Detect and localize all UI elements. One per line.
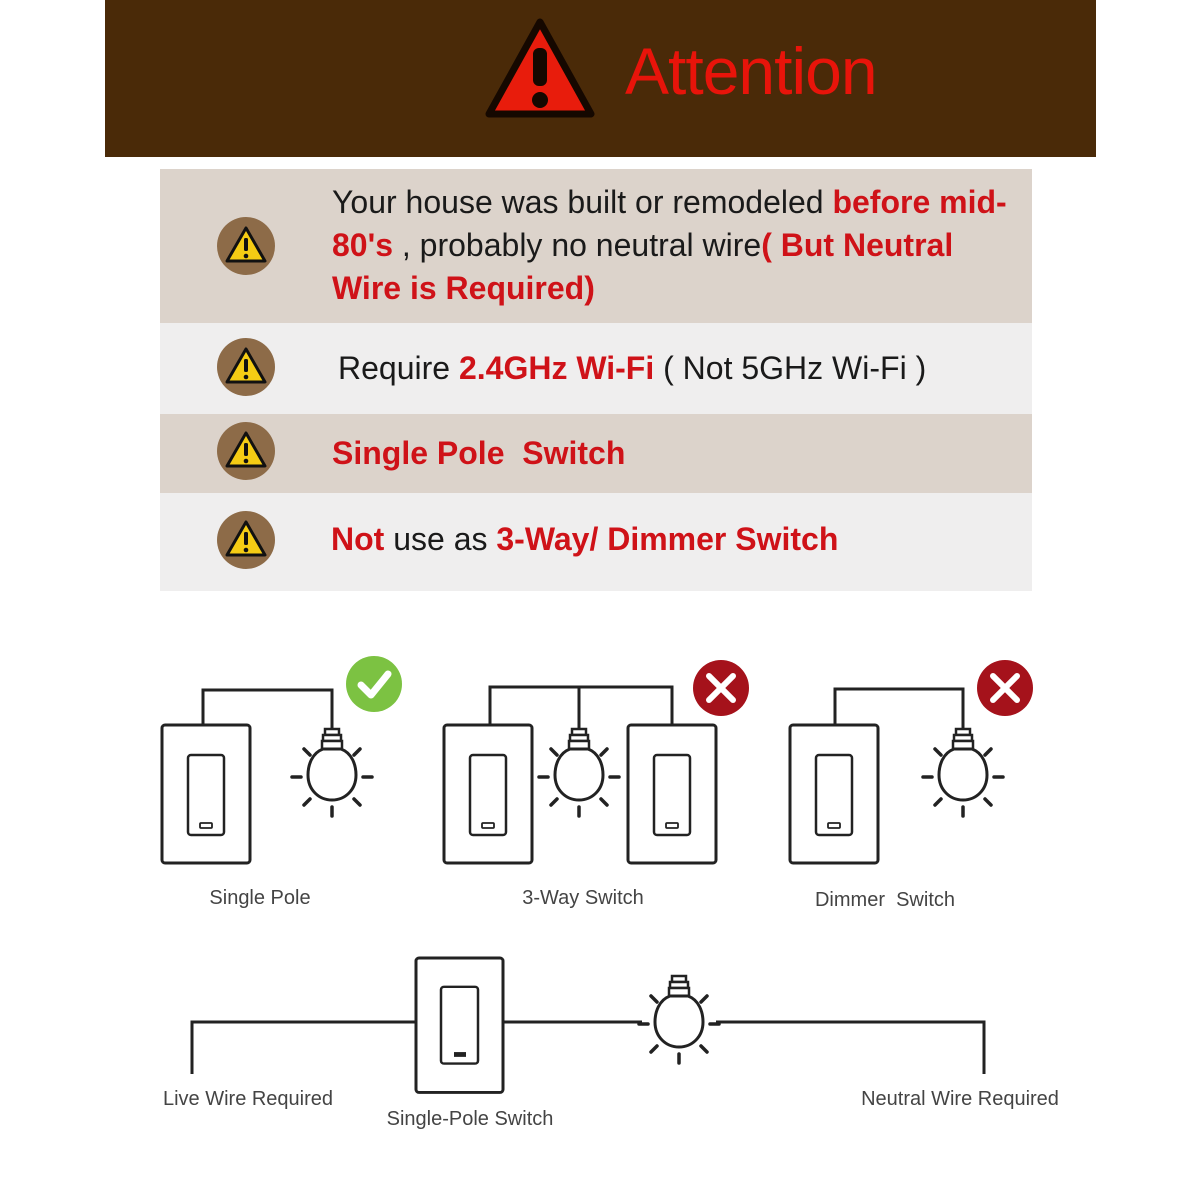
light-bulb-icon [539,729,619,816]
check-icon [346,656,402,712]
live-wire-label: Live Wire Required [162,1088,334,1110]
page-title: Attention [625,34,877,108]
notice-not-3way-text: Not use as 3-Way/ Dimmer Switch [331,521,839,557]
dimmer-caption: Dimmer Switch [814,889,956,911]
neutral-wire-label: Neutral Wire Required [861,1088,1059,1110]
three-way-caption: 3-Way Switch [522,887,644,909]
single-pole-wiring-diagram [192,958,984,1092]
notice-wifi-text: Require 2.4GHz Wi-Fi ( Not 5GHz Wi-Fi ) [338,350,927,386]
single-pole-caption: Single Pole [209,887,311,909]
light-bulb-icon [292,729,372,816]
single-pole-diagram [162,656,402,863]
wall-switch-icon [416,958,503,1092]
notice-single-pole-text: Single Pole Switch [332,435,626,471]
wall-switch-icon [628,725,716,863]
light-bulb-icon [923,729,1003,816]
three-way-diagram [444,660,749,863]
wall-switch-icon [444,725,532,863]
cross-icon [693,660,749,716]
dimmer-diagram [790,660,1033,863]
notice-neutral-wire-text: Your house was built or remodeled before mid-80's , probably no neutral wire( But Neutral Wire is Required) [332,184,1007,306]
single-pole-switch-label: Single-Pole Switch [386,1108,554,1130]
wall-switch-icon [790,725,878,863]
wall-switch-icon [162,725,250,863]
cross-icon [977,660,1033,716]
light-bulb-icon [639,976,719,1063]
